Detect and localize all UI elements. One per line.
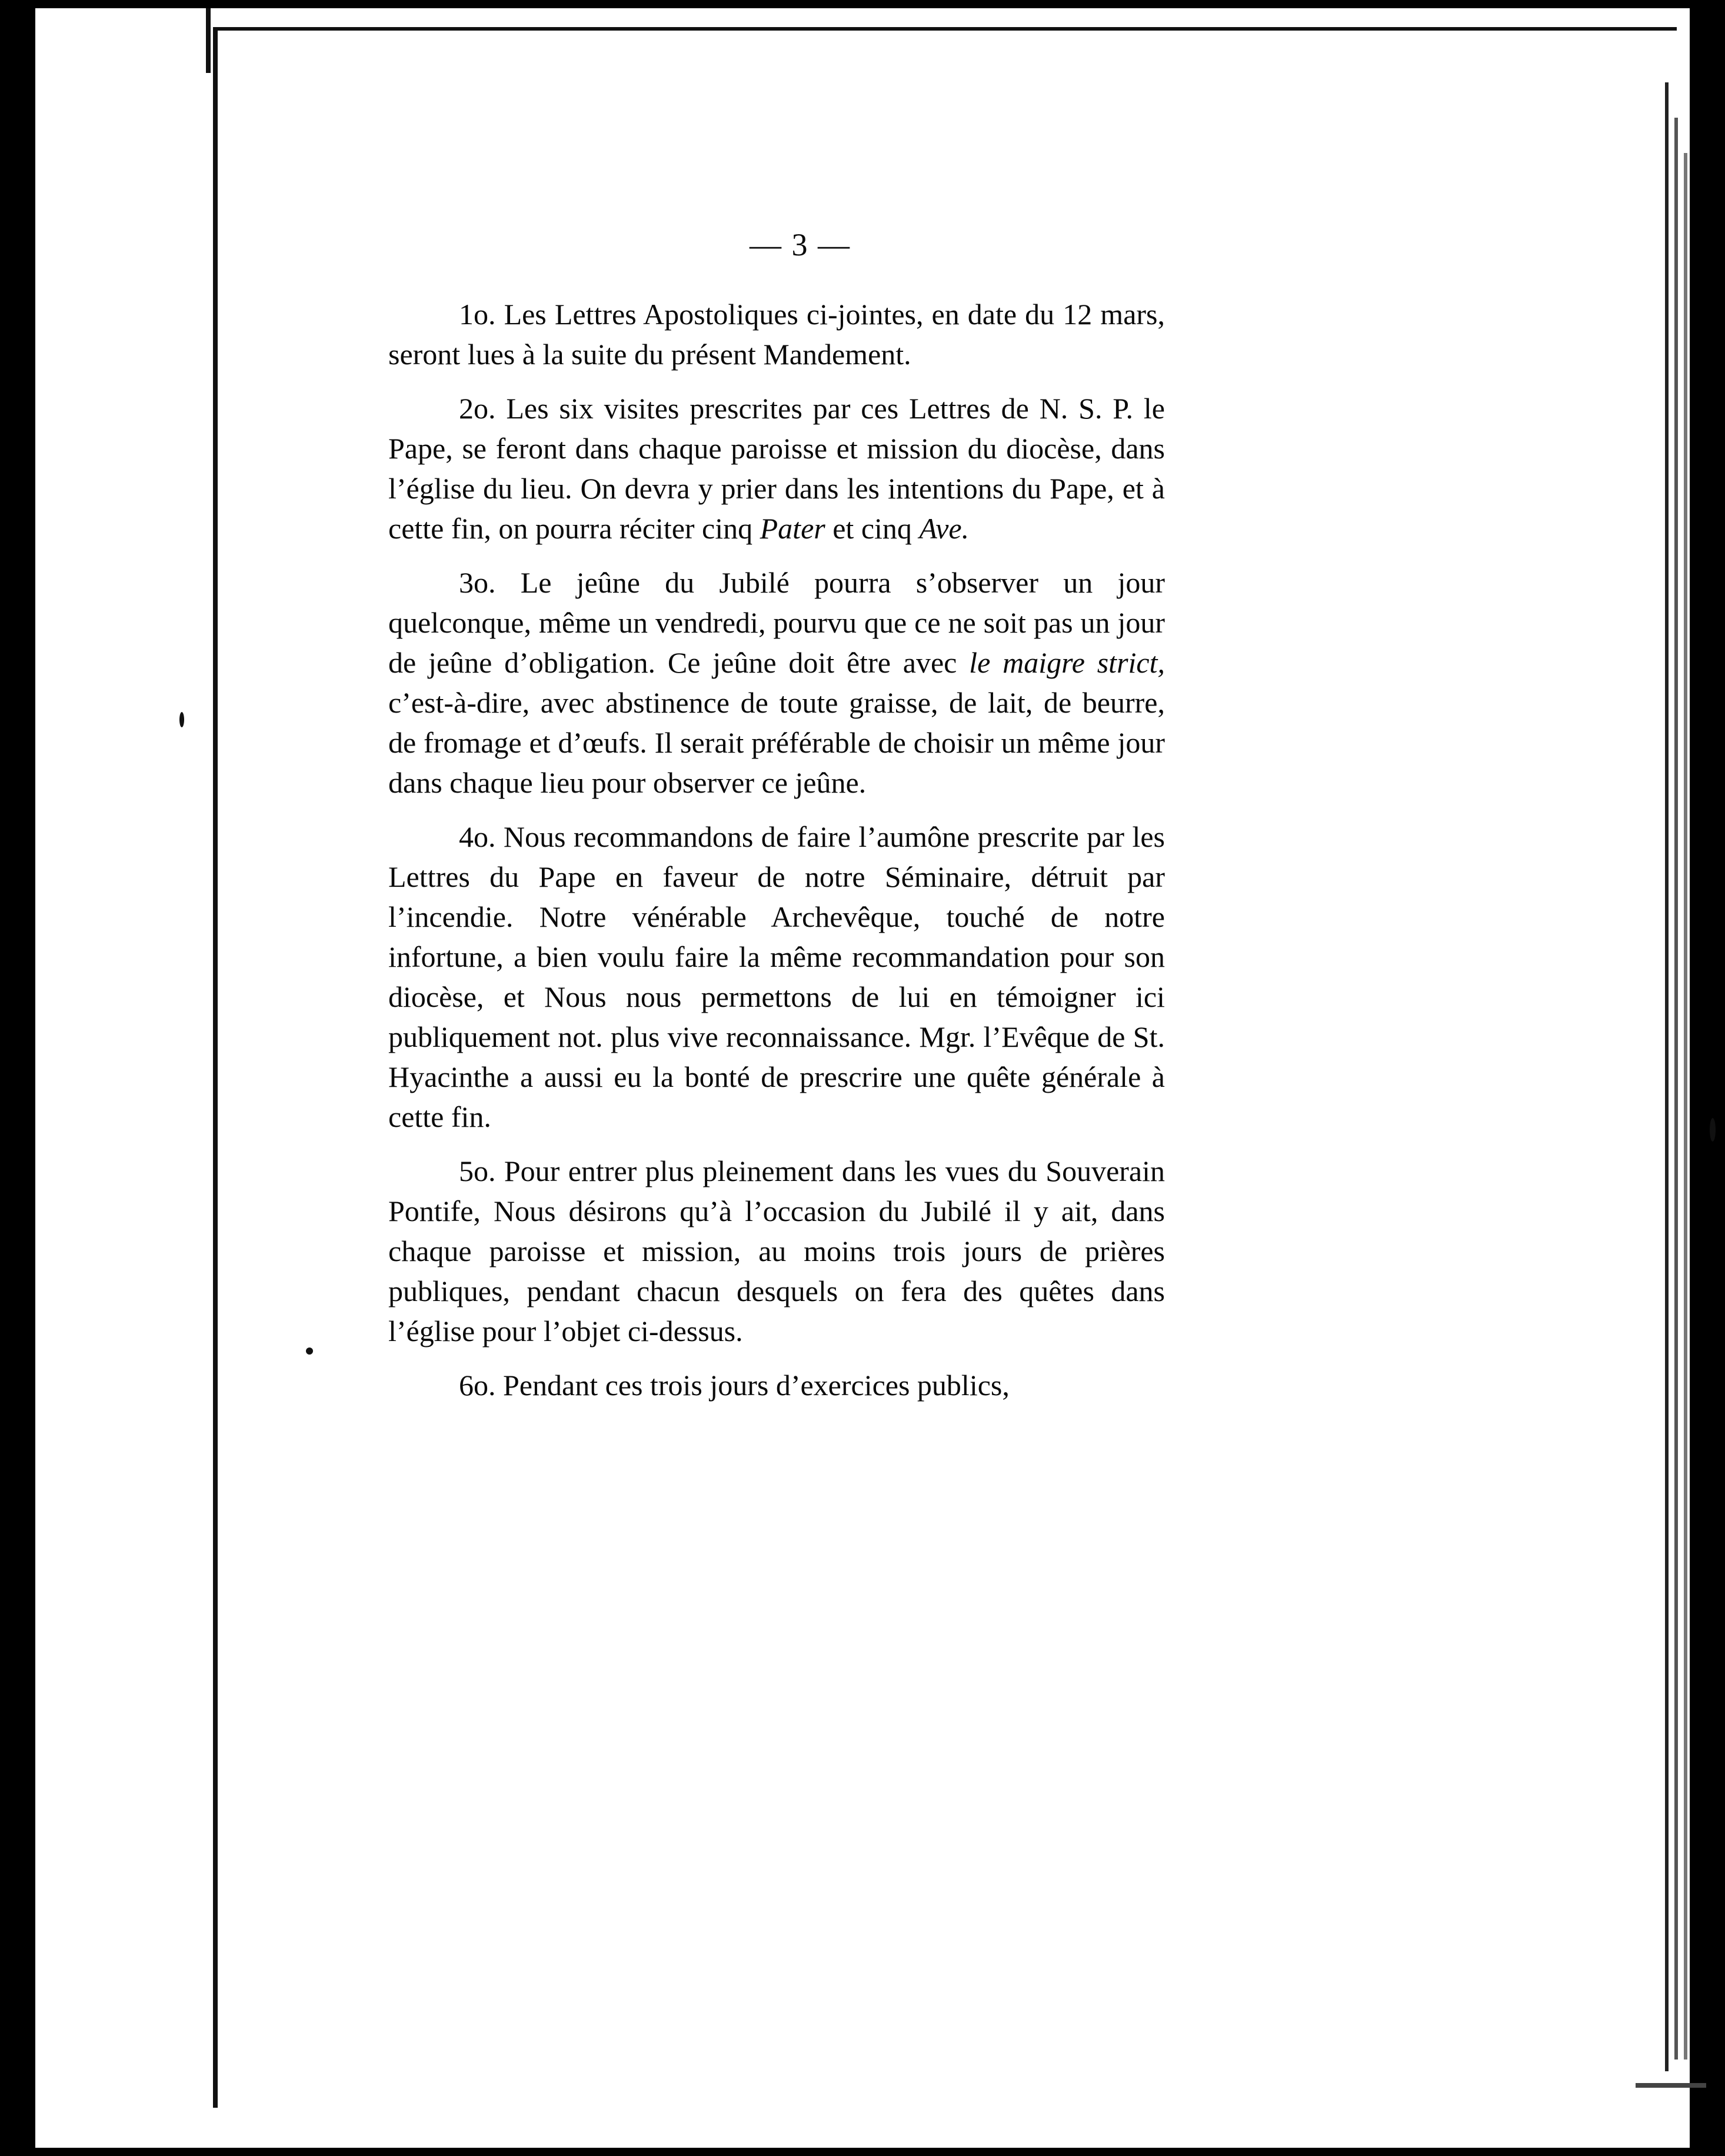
page-edge-3 <box>1684 153 1687 2059</box>
paragraph-text: 2o. Les six visites prescrites par ces Lettres de N. S. P. le Pape, se feront dans chaque paroisse et mission du diocèse, dans l’église du lieu. On devra y prier dans les intentions du Pape, et à cette fin, on pourra réciter cinq <box>388 392 1165 545</box>
ink-speck <box>306 1348 313 1355</box>
paragraph-1 <box>388 294 1165 374</box>
ink-speck <box>1710 1118 1716 1142</box>
italic-text: Ave. <box>919 512 970 545</box>
paragraph-text: 1o. Les Lettres Apostoliques ci-jointes, en date du 12 mars, seront lues à la suite du présent Mandement. <box>388 298 1165 371</box>
paragraph-3 <box>388 563 1165 803</box>
binding-line <box>206 8 211 73</box>
paragraph-5 <box>388 1151 1165 1351</box>
page-edge-1 <box>1665 82 1669 2071</box>
facing-page-edge <box>35 8 212 2148</box>
paragraph-6 <box>388 1365 1165 1405</box>
paragraph-text: 3o. Le jeûne du Jubilé pourra s’observer un jour quelconque, même un vendredi, pourvu que ce ne soit pas un jour de jeûne d’obligation. Ce jeûne doit être avec <box>388 566 1165 679</box>
page-edge-2 <box>1674 118 1678 2059</box>
page-number: — 3 — <box>750 227 851 262</box>
page-edge-bottom <box>1636 2083 1706 2088</box>
paragraph-text: et cinq <box>825 512 920 545</box>
paragraph-text: 5o. Pour entrer plus pleinement dans les vues du Souverain Pontife, Nous désirons qu’à l’occasion du Jubilé il y ait, dans chaque paroisse et mission, au moins trois jours de prières publiques, pendant chacun desquels on fera des quêtes dans l’église pour l’objet ci-dessus. <box>388 1154 1165 1348</box>
paragraph-text: c’est-à-dire, avec abstinence de toute graisse, de lait, de beurre, de fromage et d’œufs. Il serait préférable de choisir un même jour dans chaque lieu pour observer ce jeûne. <box>388 686 1165 799</box>
paragraph-4 <box>388 817 1165 1137</box>
italic-text: le maigre strict, <box>969 646 1165 679</box>
paragraph-text: 4o. Nous recommandons de faire l’aumône prescrite par les Lettres du Pape en faveur de notre Séminaire, détruit par l’incendie. Notre vénérable Archevêque, touché de notre infortune, a bien voulu faire la même recommandation pour son diocèse, et Nous nous permettons de lui en témoigner ici publiquement not. plus vive reconnaissance. Mgr. l’Evêque de St. Hyacinthe a aussi eu la bonté de prescrire une quête générale à cette fin. <box>388 820 1165 1133</box>
ink-speck <box>179 712 184 727</box>
paragraph-text: 6o. Pendant ces trois jours d’exercices publics, <box>459 1369 1010 1402</box>
body-text <box>388 294 1165 1419</box>
italic-text: Pater <box>760 512 825 545</box>
paragraph-2 <box>388 388 1165 548</box>
